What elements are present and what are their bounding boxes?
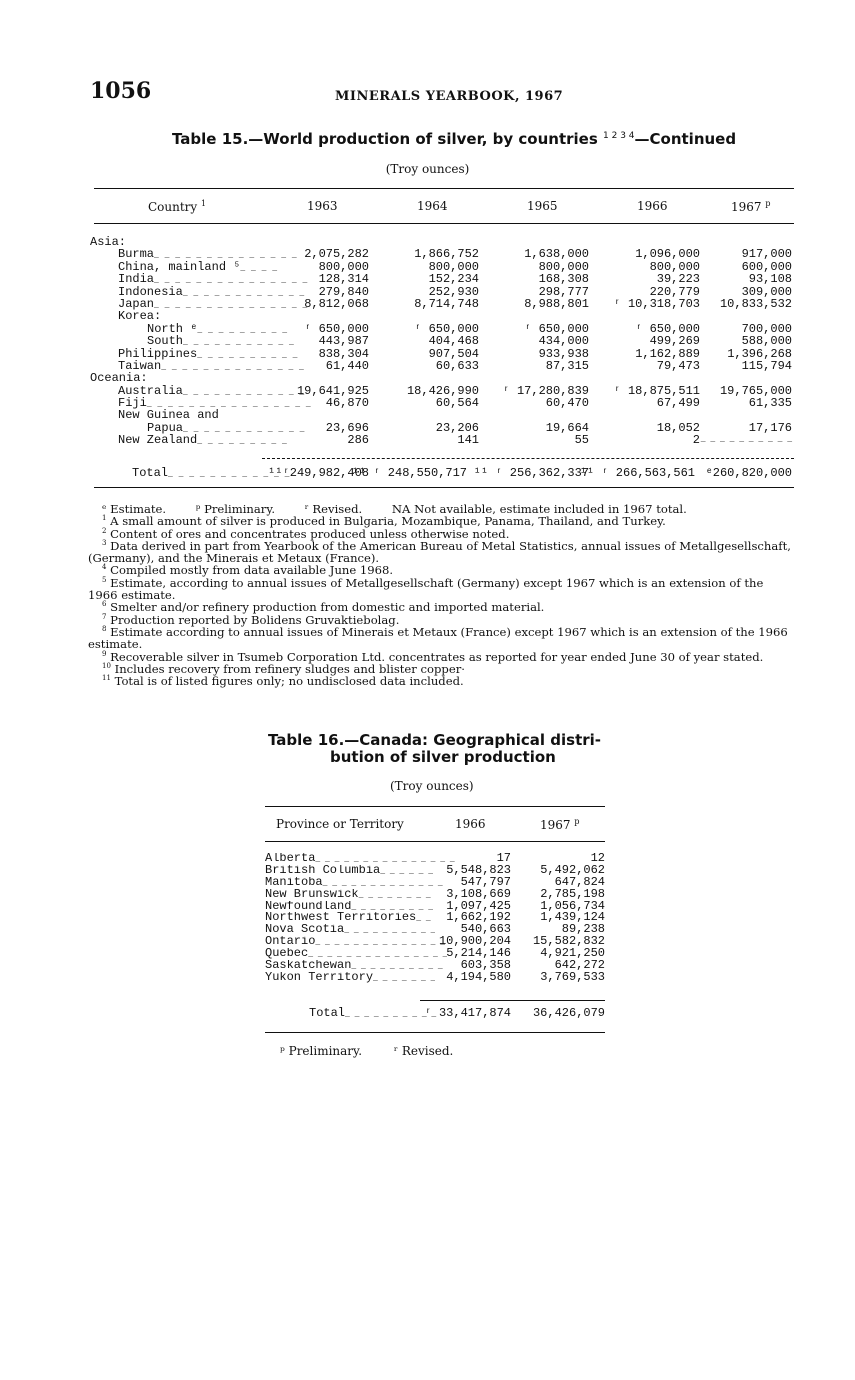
table16-row-label [265,972,435,985]
table15-row-label-text: Korea: [118,310,162,323]
table16-bottom-rule [265,1032,605,1033]
table15-cell-1965: ʳ 650,000 [524,321,589,336]
table16-row-leader: _ _ _ _ _ _ _ _ _ _ [344,926,436,936]
table16-cell-1966: 17 [496,851,511,865]
table15-cell-1966: 2 [692,433,700,448]
table15-row-label-text: China, mainland ⁵ [118,260,241,274]
table16-title-line1: Table 16.—Canada: Geographical distri- [268,731,602,749]
table15-cell-1966: 18,052 [656,420,700,435]
table15-cell-1967: 10,833,532 [719,296,792,311]
table16-total-1966: ʳ 33,417,874 [424,1006,511,1020]
table15-row-label-text: Asia: [90,236,127,249]
table15-row-leader: _ _ _ _ _ _ _ _ _ _ [197,350,298,360]
table15-cell-1963: 838,304 [318,346,369,361]
t16-total-label-text: Total [309,1006,346,1020]
table15-cell-1964: 60,564 [435,396,479,411]
legend-not-available: NA Not available, estimate included in 1967 total. [391,502,687,516]
table16-top-rule [265,806,605,807]
table16-cell-1967: 3,769,533 [540,969,605,984]
table15-row-leader: _ _ _ _ _ _ _ _ _ _ _ _ _ _ _ [154,300,308,310]
table16-row-label-text: Ontario [265,936,316,949]
table15-header-1965: 1965 [527,199,558,213]
table15-cell-1963: 279,840 [318,284,369,299]
table15-cell-1965: 434,000 [538,334,589,349]
table15-cell-1966: 79,473 [656,358,700,373]
table15-title-text: Table 15.—World production of silver, by countries [172,130,598,148]
table16-row-label-text: Yukon Territory [265,971,374,984]
table15-title-suffix: —Continued [634,130,737,148]
footnote [88,626,794,651]
table15-cell-1965: 19,664 [545,420,589,435]
footnote-text: Compiled mostly from data available June 1968. [110,563,394,578]
footnote-mark: 2 [102,526,107,535]
footnote-text: A small amount of silver is produced in Bulgaria, Mozambique, Panama, Thailand, and Turkey. [110,514,666,529]
table15-total-rule [262,458,794,459]
table15-row-label [90,372,148,384]
table16-cell-1967: 4,921,250 [540,946,605,961]
table15-top-rule [94,188,794,189]
table15-header-rule [94,223,794,224]
table15-row-leader: _ _ _ _ _ _ _ _ _ [197,325,288,335]
page-number: 1056 [90,78,152,104]
table15-cell-1964: 404,468 [428,334,479,349]
footnote-mark: 8 [102,625,107,634]
footnote-text: Total is of listed figures only; no undisclosed data included. [114,674,464,689]
table15-header-1963: 1963 [307,199,338,213]
table16-row-label-text: New Brunswick [265,888,359,901]
table16-total-label [309,1006,436,1020]
table16-cell-1966: 1,662,192 [446,910,511,925]
table15-row [90,310,802,322]
table15-cell-1963: 128,314 [318,272,369,287]
table16-cell-1966: 5,214,146 [446,946,511,961]
table15-total-1964: ¹¹ ʳ 248,550,717 [351,466,467,480]
table16-cell-1966: 5,548,823 [446,862,511,877]
table15-row-leader: _ _ _ _ _ _ _ _ _ _ _ _ _ _ _ _ [146,400,312,410]
footnote [88,675,794,687]
table16-cell-1966: 603,358 [460,958,511,973]
table15-cell-1963: 8,812,068 [304,296,369,311]
table16-row-leader: _ _ _ _ _ _ _ _ [358,890,431,900]
table16-title-line2: bution of silver production [330,748,556,766]
legend-preliminary: ᵖ Preliminary. [195,502,276,516]
table15-cell-1967: 600,000 [741,259,792,274]
footnote-text: Content of ores and concentrates produced unless otherwise noted. [110,526,510,541]
table15-row-label [118,434,287,448]
table15-row-label-text: New Guinea and [118,409,219,422]
table16-cell-1967: 89,238 [561,922,605,937]
table15-cell-1967: _ _ _ _ _ _ _ _ _ _ [700,435,792,445]
table15-row-leader: _ _ _ _ _ _ _ _ _ _ _ _ _ _ _ [154,276,308,286]
table15-body [90,236,802,447]
table15-cell-1965: 1,638,000 [524,247,589,262]
table15-cell-1965: 87,315 [545,358,589,373]
table15-row-label-text: Australia [118,384,183,398]
table16-total-rule [420,1000,605,1001]
table15-row-leader: _ _ _ _ _ _ _ _ _ _ _ _ _ _ [161,362,305,372]
table16-row [265,969,607,984]
table15-row-label [90,236,126,248]
table16-cell-1967: 1,056,734 [540,898,605,913]
table15-row [90,248,802,260]
table16-row-label-text: Newfoundland [265,900,352,913]
table15-row-label-text: Indonesia [118,285,183,299]
table15-row [90,298,802,310]
table15-cell-1967: 588,000 [741,334,792,349]
table15-cell-1966: 1,162,889 [635,346,700,361]
table15-row [90,335,802,347]
table15-row [90,409,802,421]
table15-row-label [118,310,161,322]
footnote-text: Production reported by Bolidens Gruvaktiebolag. [110,612,400,627]
table15-cell-1966: 499,269 [649,334,700,349]
table15-cell-1963: 46,870 [325,396,369,411]
footnote [88,540,794,565]
table15-header-1964: 1964 [417,199,448,213]
table15-row-label-text: Taiwan [118,359,162,373]
table15-row-label-text: Burma [118,248,155,262]
footnote-mark: 3 [102,539,107,548]
footnote-mark: 11 [102,674,111,683]
table15-cell-1965: 60,470 [545,396,589,411]
table15-total-1963: ¹¹ʳ249,982,408 [268,466,369,480]
table16-cell-1967: 642,272 [554,958,605,973]
table15-row-leader: _ _ _ _ [240,263,278,273]
table16-cell-1967: 12 [590,851,605,865]
table15-cell-1963: 286 [347,433,369,448]
table16-header-rule [265,841,605,842]
table15-row-label [118,409,219,421]
table16-row-label-text: Alberta [265,853,316,865]
table16-body [265,853,607,984]
table15-title [172,130,736,148]
table15-row-leader: _ _ _ _ _ _ _ _ _ _ _ _ _ _ [154,251,298,261]
table15-title-sup: 1 2 3 4 [603,131,635,141]
table16-cell-1966: 547,797 [460,874,511,889]
table15-row-leader: _ _ _ _ _ _ _ _ _ _ _ [183,338,295,348]
header-1967-sup: p [765,199,771,208]
table15-row [90,273,802,285]
table15-cell-1964: 800,000 [428,259,479,274]
table15-cell-1966: ʳ 18,875,511 [613,383,700,398]
table15-cell-1964: 8,714,748 [414,296,479,311]
table16-row-leader: _ _ [416,914,431,924]
table15-cell-1966: 39,223 [656,272,700,287]
table15-total-1966: ¹¹ ʳ 266,563,561 [579,466,695,480]
table15-cell-1963: 19,641,925 [296,383,369,398]
footnote-text: Recoverable silver in Tsumeb Corporation Ltd. concentrates as reported for year ended June 30 of year stated. [110,649,764,664]
table15-row-label-text: Philippines [118,347,198,361]
table15-cell-1966: 800,000 [649,259,700,274]
t16-total-label-dots: _ _ _ _ _ _ _ _ _ _ [345,1010,437,1019]
table16-row-label-text: British Columbia [265,864,381,877]
table16-legend [280,1044,481,1058]
table15-cell-1963: 800,000 [318,259,369,274]
t16-legend-preliminary: ᵖ Preliminary. [280,1044,363,1058]
table16-row-label-text: Manitoba [265,876,323,889]
footnote-mark: 6 [102,600,107,609]
table15-row [90,372,802,384]
table15-header-1966: 1966 [637,199,668,213]
table15-cell-1965: 168,308 [538,272,589,287]
table16-cell-1967: 15,582,832 [532,934,605,949]
table15-cell-1967: 700,000 [741,321,792,336]
table16-row-leader: _ _ _ _ _ _ _ _ _ _ _ _ _ [322,878,443,888]
table15-cell-1966: 220,779 [649,284,700,299]
footnote [88,577,794,602]
footnote-text: Includes recovery from refinery sludges and blister copper· [114,661,465,676]
table16-row-leader: _ _ _ _ _ _ _ _ _ _ _ _ _ _ [315,938,446,948]
table15-row [90,434,802,446]
header-1967-label: 1967 [731,200,762,214]
table15-cell-1964: 252,930 [428,284,479,299]
t16-header-1967-label: 1967 [540,818,571,832]
table15-row-label-text: India [118,273,155,287]
table15-row [90,397,802,409]
table15-cell-1966: ʳ 650,000 [635,321,700,336]
footnote-mark: 9 [102,649,107,658]
table16-header-province: Province or Territory [276,817,404,831]
table15-cell-1967: 17,176 [748,420,792,435]
table15-row-leader: _ _ _ _ _ _ _ _ _ _ _ _ [183,424,305,434]
header-country-label: Country [148,200,198,214]
table16-cell-1967: 2,785,198 [540,886,605,901]
table16-row-leader: _ _ _ _ _ _ _ _ _ _ _ _ _ _ _ [315,855,455,864]
table15-cell-1964: ʳ 650,000 [414,321,479,336]
table15-row [90,360,802,372]
table15-cell-1963: 2,075,282 [304,247,369,262]
running-head: MINERALS YEARBOOK, 1967 [335,89,564,104]
table15-cell-1967: 309,000 [741,284,792,299]
table15-header-1967 [731,199,771,214]
table16-row-leader: _ _ _ _ _ _ _ _ _ _ _ _ _ _ _ [308,950,448,960]
table15-cell-1964: 152,234 [428,272,479,287]
table15-bottom-rule [94,487,794,488]
table15-cell-1965: 8,988,801 [524,296,589,311]
footnote-mark: 10 [102,662,111,670]
table16-cell-1966: 4,194,580 [446,969,511,984]
table15-row-label-text: Oceania: [90,372,148,385]
footnote-mark: 5 [102,575,107,584]
table15-footnotes [88,503,794,687]
table15-total-label [132,466,290,480]
total-label-text: Total [132,466,169,480]
table15-total-1965: ¹¹ ʳ 256,362,337 [473,466,589,480]
table16-row-leader: _ _ _ _ _ _ [380,866,434,876]
t16-header-1967-sup: p [574,817,580,826]
table15-cell-1967: 115,794 [741,358,792,373]
table15-cell-1967: 917,000 [741,247,792,262]
table16-unit: (Troy ounces) [390,779,474,793]
footnote-mark: 1 [102,514,107,523]
table15-cell-1964: 18,426,990 [406,383,479,398]
table15-cell-1965: 800,000 [538,259,589,274]
t16-legend-revised: ʳ Revised. [393,1044,454,1058]
table15-cell-1964: 60,633 [435,358,479,373]
table15-cell-1963: 23,696 [325,420,369,435]
table15-cell-1967: 19,765,000 [719,383,792,398]
legend-revised: ʳ Revised. [304,502,363,516]
table16-row-label-text: Northwest Territories [265,912,417,925]
table16-cell-1967: 1,439,124 [540,910,605,925]
table15-cell-1963: ʳ 650,000 [304,321,369,336]
table15-row-leader: _ _ _ _ _ _ _ _ _ _ _ _ [182,288,305,298]
table15-cell-1967: 61,335 [748,396,792,411]
table15-row-label-text: Fiji [118,397,147,411]
table15-cell-1967: 1,396,268 [727,346,792,361]
table16-header-1967 [540,817,580,832]
table16-cell-1966: 10,900,204 [438,934,511,949]
footnote-text: Smelter and/or refinery production from domestic and imported material. [110,600,545,615]
table15-cell-1966: ʳ 10,318,703 [613,296,700,311]
table15-row-label-text: South [147,335,184,349]
header-country-sup: 1 [201,199,207,208]
table16-row-leader: _ _ _ _ _ _ _ _ _ [351,902,434,912]
table16-row-leader: _ _ _ _ _ _ _ _ _ _ [351,962,443,972]
table16-cell-1967: 647,824 [554,874,605,889]
table15-cell-1966: 67,499 [656,396,700,411]
table16-title [268,732,608,766]
table15-cell-1966: 1,096,000 [635,247,700,262]
table16-row-label-text: Saskatchewan [265,960,352,973]
table16-row [265,912,607,924]
table15-cell-1965: 933,938 [538,346,589,361]
table15-unit: (Troy ounces) [385,162,470,176]
table15-cell-1964: 907,504 [428,346,479,361]
table15-row-label-text: New Zealand [118,434,198,448]
table16-row-label-text: Nova Scotia [265,924,345,937]
table16-cell-1967: 5,492,062 [540,862,605,877]
table15-cell-1965: 55 [574,433,589,448]
table15-cell-1964: 23,206 [435,420,479,435]
footnote-text: Estimate, according to annual issues of Metallgesellschaft (Germany) except 1967 which is an extension of the 1966 estimate. [88,575,764,603]
table15-total-row [90,466,802,480]
table15-cell-1964: 141 [457,433,479,448]
table15-total-1967: ᵉ260,820,000 [705,466,792,480]
legend-estimate: ᵉ Estimate. [102,502,167,516]
table16-total-1967: 36,426,079 [532,1006,605,1020]
table15-row-label-text: Papua [147,421,184,435]
table16-cell-1966: 1,097,425 [446,898,511,913]
table16-row-leader: _ _ _ _ _ _ _ [373,973,436,983]
table16-header-1966: 1966 [455,817,486,831]
table15-row-label-text: Japan [118,297,155,311]
footnote-text: Data derived in part from Yearbook of the American Bureau of Metal Statistics, annual issues of Metallgesellschaft, (Germany), and the Minerais et Metaux (France). [88,538,791,566]
table15-row-leader: _ _ _ _ _ _ _ _ _ _ _ _ [182,387,305,397]
table16-cell-1966: 540,663 [460,922,511,937]
table15-cell-1963: 443,987 [318,334,369,349]
table15-header-country [148,199,206,214]
total-label-dots: _ _ _ _ _ _ _ _ _ _ _ _ [168,470,290,479]
table15-cell-1965: 298,777 [538,284,589,299]
table15-cell-1967: 93,108 [748,272,792,287]
table15-cell-1963: 61,440 [325,358,369,373]
footnote-text: Estimate according to annual issues of Minerais et Metaux (France) except 1967 which is an extension of the 1966 estimate. [88,624,788,652]
table15-cell-1964: 1,866,752 [414,247,479,262]
footnote-mark: 7 [102,612,107,621]
table15-row-leader: _ _ _ _ _ _ _ _ _ [197,437,288,447]
table15-cell-1965: ʳ 17,280,839 [502,383,589,398]
table16-cell-1966: 3,108,669 [446,886,511,901]
table16-row-label-text: Quebec [265,948,309,961]
table15-row-label-text: North ᵉ [147,322,198,336]
footnote-mark: 4 [102,563,107,572]
